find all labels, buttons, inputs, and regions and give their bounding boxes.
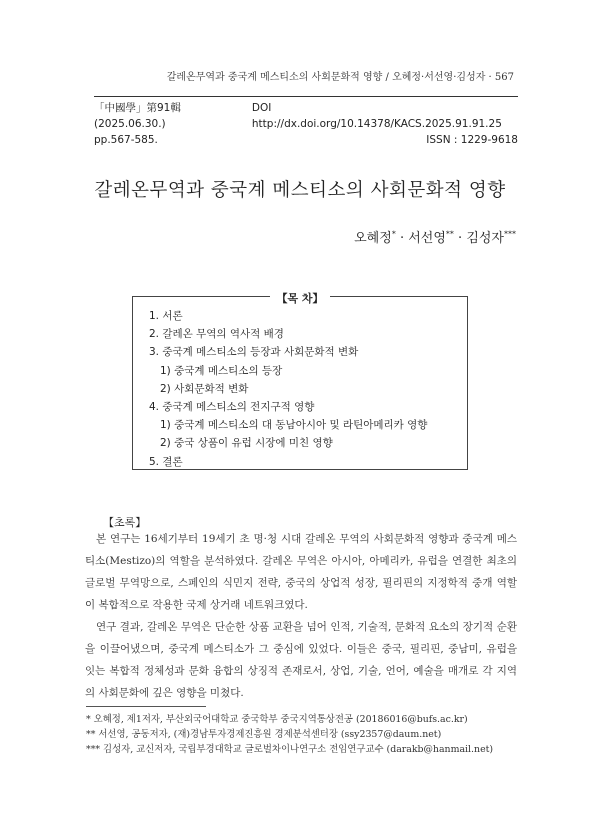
footnote: *** 김성자, 교신저자, 국립부경대학교 글로벌차이나연구소 전임연구교수 (darakb@hanmail.net) [86,744,494,755]
footnote: * 오혜정, 제1저자, 부산외국어대학교 중국학부 중국지역통상전공 (20186016@bufs.ac.kr) [86,714,468,725]
paper-title: 갈레온무역과 중국계 메스티소의 사회문화적 영향 [94,180,506,201]
toc-list [133,297,467,471]
author-name: 오혜정 [354,231,392,246]
author-separator: · [395,231,409,246]
toc-item: 2. 갈레온 무역의 역사적 배경 [149,328,284,341]
toc-heading: 【목 차】 [270,292,329,305]
toc-subitem: 1) 중국계 메스티소의 등장 [160,364,283,377]
journal-info-box [94,96,518,148]
toc-item: 3. 중국계 메스티소의 등장과 사회문화적 변화 [149,346,359,359]
author-separator: · [453,231,467,246]
abstract-paragraph: 본 연구는 16세기부터 19세기 초 명·청 시대 갈레온 무역의 사회문화적 영향과 중국계 메스티소(Mestizo)의 역할을 분석하였다. 갈레온 무역은 아시아, 아메리카, 유럽을 연결한 최초의 글로벌 무역망으로, 스페인의 식민지 전략, 중국의 상업적 성장, 필리핀의 지정학적 중개 역할이 복합적으로 작용한 국제 상거래 네트워크였다. [85,533,517,611]
abstract-paragraph: 연구 결과, 갈레온 무역은 단순한 상품 교환을 넘어 인적, 기술적, 문화적 요소의 장기적 순환을 이끌어냈으며, 중국계 메스티소가 그 중심에 있었다. 이들은 중국, 필리핀, 중남미, 유럽을 잇는 복합적 정체성과 문화 융합의 상징적 존재로서, 상업, 기술, 언어, 예술을 매개로 각 지역의 사회문화에 깊은 영향을 미쳤다. [85,621,517,699]
journal-citation: 「中國學」第91輯 (2025.06.30.) [94,102,181,130]
table-of-contents [132,292,468,470]
toc-subitem: 1) 중국계 메스티소의 대 동남아시아 및 라틴아메리카 영향 [160,419,428,432]
author-name: 서선영 [408,231,446,246]
author-name: 김성자 [466,231,504,246]
issn: ISSN : 1229-9618 [426,134,518,146]
toc-item: 4. 중국계 메스티소의 전지구적 영향 [149,401,315,414]
toc-item: 1. 서론 [149,310,183,322]
author-mark: ** [445,229,454,239]
toc-item: 5. 결론 [149,455,183,468]
footnote: ** 서선영, 공동저자, (재)경남투자경제진흥원 경제분석센터장 (ssy2357@daum.net) [86,729,442,740]
footnotes [86,712,526,757]
abstract-body [85,528,517,704]
abstract-heading: 【초록】 [103,516,147,529]
footnote-divider [86,706,206,707]
page-range: pp.567-585. [94,134,158,146]
author-mark: * [391,229,396,239]
toc-subitem: 2) 사회문화적 변화 [160,382,249,395]
author-mark: *** [504,229,516,239]
running-head: 갈레온무역과 중국계 메스티소의 사회문화적 영향 / 오혜정·서선영·김성자 · 567 [166,72,514,83]
toc-subitem: 2) 중국 상품이 유럽 시장에 미친 영향 [160,437,333,450]
author-list [354,227,516,246]
doi-link[interactable]: DOI http://dx.doi.org/10.14378/KACS.2025.91.91.25 [251,102,502,130]
